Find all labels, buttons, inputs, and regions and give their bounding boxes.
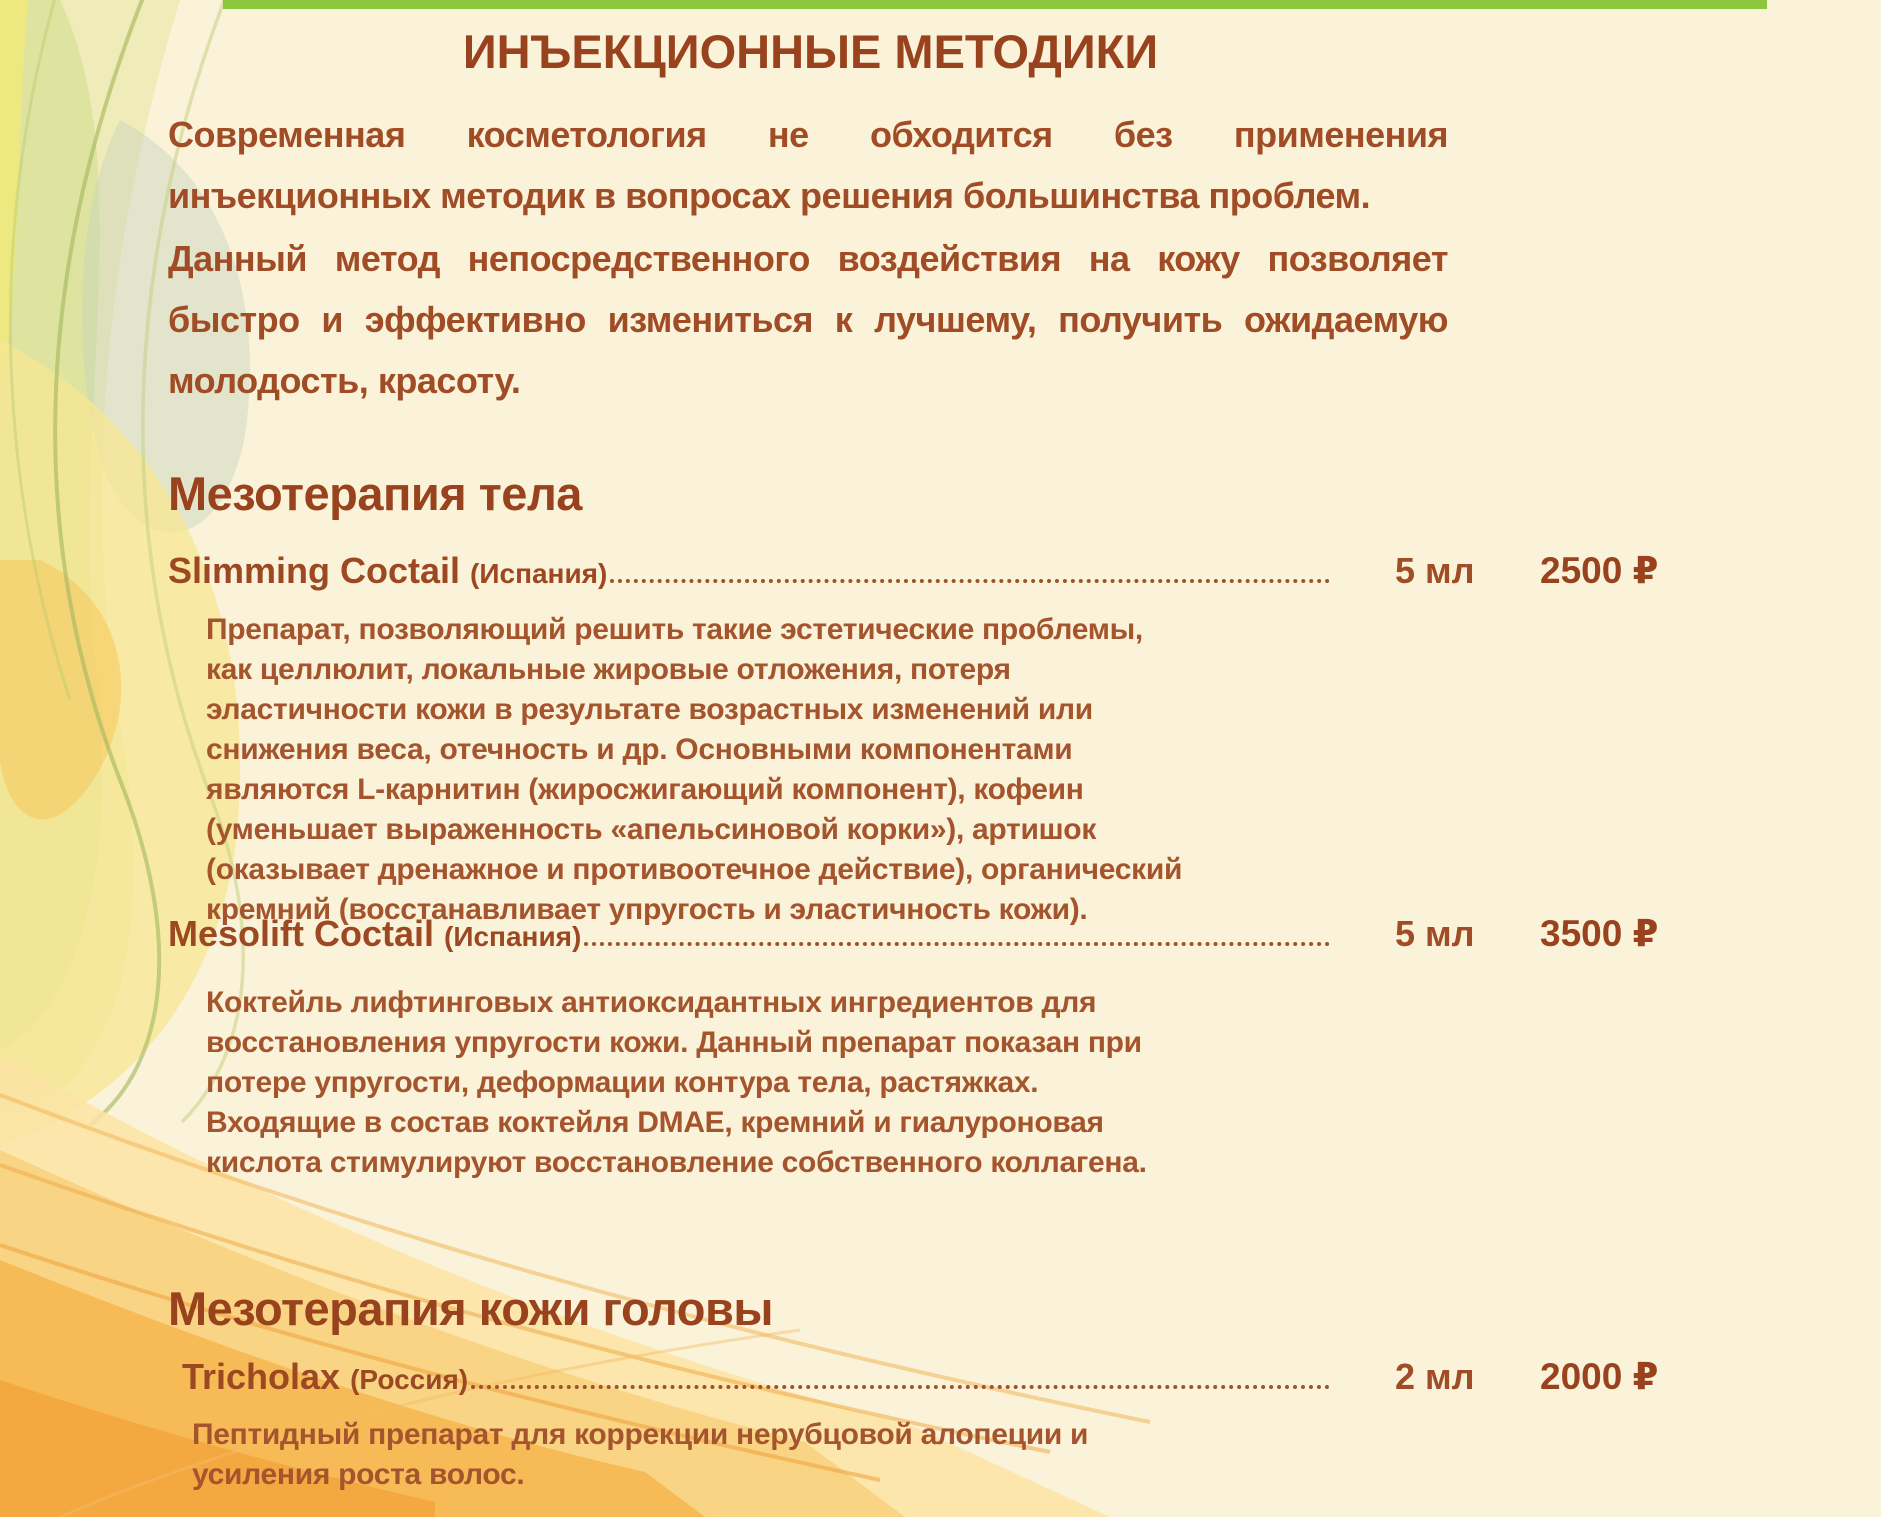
item-price: 3500 ₽ [1540, 913, 1659, 954]
item-description-mesolift-coctail: Коктейль лифтинговых антиоксидантных ингредиентов для восстановления упругости кожи. Данный препарат показан при потере упругости, деформации контура тела, растяжках. Входящие в состав коктейля DMAE, кремний и гиалуроновая кислота стимулируют восстановление собственного коллагена. [206, 986, 1147, 1179]
item-volume: 5 мл [1395, 550, 1475, 591]
item-description-tricholax: Пептидный препарат для коррекции нерубцовой алопеции и усиления роста волос. [192, 1418, 1089, 1491]
price-row-tricholax [182, 1355, 1690, 1398]
section-heading-body-mesotherapy: Мезотерапия тела [168, 467, 582, 520]
item-origin: (Испания) [470, 558, 608, 589]
section-heading-scalp-mesotherapy: Мезотерапия кожи головы [168, 1282, 774, 1335]
page-title: ИНЪЕКЦИОННЫЕ МЕТОДИКИ [462, 25, 1159, 78]
item-price: 2000 ₽ [1540, 1356, 1659, 1397]
item-volume: 5 мл [1395, 913, 1475, 954]
item-name: Mesolift Coctail [168, 913, 435, 954]
item-description-slimming-coctail: Препарат, позволяющий решить такие эстетические проблемы, как целлюлит, локальные жировые отложения, потеря эластичности кожи в результате возрастных изменений или снижения веса, отечность и др. Основными компонентами являются L-карнитин (жиросжигающий компонент), кофеин (уменьшает выраженность «апельсиновой корки»), артишок (оказывает дренажное и противоотечное действие), органический кремний (восстанавливает упругость и эластичность кожи). [206, 613, 1183, 926]
item-origin: (Испания) [444, 921, 582, 952]
dotted-leader [610, 579, 1330, 583]
item-name: Slimming Coctail [168, 550, 461, 591]
intro-paragraph-2: Данный метод непосредственного воздействия на кожу позволяет быстро и эффективно измениться к лучшему, получить ожидаемую молодость, красоту. [168, 238, 1448, 401]
dotted-leader [584, 942, 1330, 946]
intro-paragraph-1: Современная косметология не обходится без применения инъекционных методик в вопросах решения большинства проблем. [168, 114, 1448, 216]
dotted-leader [471, 1385, 1330, 1389]
item-name: Tricholax [182, 1356, 341, 1397]
item-volume: 2 мл [1395, 1356, 1475, 1397]
content-area [168, 0, 1690, 1517]
item-price: 2500 ₽ [1540, 550, 1659, 591]
price-row-slimming-coctail [168, 549, 1690, 592]
item-origin: (Россия) [350, 1364, 469, 1395]
price-row-mesolift-coctail [168, 912, 1690, 955]
